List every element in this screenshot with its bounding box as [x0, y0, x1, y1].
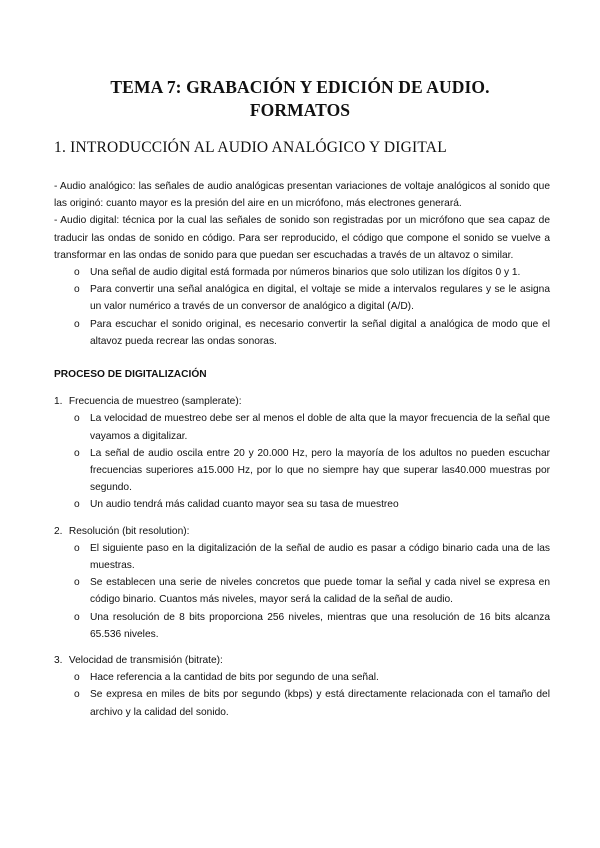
numbered-item-bitrate — [54, 652, 550, 669]
paragraph-analog-audio: - Audio analógico: las señales de audio analógicas presentan variaciones de voltaje analógicos al sonido que las originó: cuanto mayor es la presión del aire en un micrófono, más electrones generará. — [54, 181, 550, 210]
item-number: 1. — [54, 396, 63, 408]
resolution-bullet-list — [54, 540, 550, 643]
bitrate-bullet-list — [54, 669, 550, 721]
numbered-item-resolution — [54, 523, 550, 540]
intro-bullet-list — [54, 264, 550, 350]
list-item: o Una resolución de 8 bits proporciona 256 niveles, mientras que una resolución de 16 bits alcanza 65.536 niveles. — [54, 609, 550, 643]
list-item: o El siguiente paso en la digitalización de la señal de audio es pasar a código binario cada una de las muestras. — [54, 540, 550, 574]
section-heading-introduction: 1. INTRODUCCIÓN AL AUDIO ANALÓGICO Y DIGITAL — [54, 139, 447, 156]
list-item: o Hace referencia a la cantidad de bits por segundo de una señal. — [54, 669, 550, 686]
document-title-line-1: TEMA 7: GRABACIÓN Y EDICIÓN DE AUDIO. — [110, 77, 490, 97]
item-label: Velocidad de transmisión (bitrate): — [68, 655, 223, 667]
list-item: o Para escuchar el sonido original, es necesario convertir la señal digital a analógica de modo que el altavoz pueda recrear las ondas sonoras. — [54, 316, 550, 350]
list-item: o Un audio tendrá más calidad cuanto mayor sea su tasa de muestreo — [54, 496, 550, 513]
list-item: o Se establecen una serie de niveles concretos que puede tomar la señal y cada nivel se expresa en código binario. Cuantos más niveles, mayor será la calidad de la señal de audio. — [54, 574, 550, 608]
list-item: o La velocidad de muestreo debe ser al menos el doble de alta que la mayor frecuencia de la señal que vayamos a digitalizar. — [54, 410, 550, 444]
item-number: 2. — [54, 525, 63, 537]
spacer — [54, 643, 550, 652]
list-item: o La señal de audio oscila entre 20 y 20.000 Hz, pero la mayoría de los adultos no pueden escuchar frecuencias superiores a15.000 Hz, por lo que no siempre hay que superar las40.000 muestras por segundo. — [54, 445, 550, 497]
spacer — [54, 514, 550, 523]
list-item: o Una señal de audio digital está formada por números binarios que solo utilizan los dígitos 0 y 1. — [54, 264, 550, 281]
subheading-digitization-process: PROCESO DE DIGITALIZACIÓN — [54, 369, 207, 381]
document-body — [54, 178, 550, 721]
list-item: o Se expresa en miles de bits por segundo (kbps) y está directamente relacionada con el tamaño del archivo y la calidad del sonido. — [54, 686, 550, 720]
paragraph-digital-audio: - Audio digital: técnica por la cual las señales de sonido son registradas por un micrófono que sea capaz de traducir las ondas de sonido en código. Para ser reproducido, el código que compone el sonido se vuelve a transformar en las ondas de sonido para que puedan ser escuchadas a través de un altavoz o similar. — [54, 215, 550, 261]
numbered-item-sample-rate — [54, 393, 550, 410]
list-item: o Para convertir una señal analógica en digital, el voltaje se mide a intervalos regulares y se le asigna un valor numérico a través de un conversor de analógico a digital (A/D). — [54, 281, 550, 315]
item-number: 3. — [54, 655, 63, 667]
sample-rate-bullet-list — [54, 410, 550, 513]
item-label: Resolución (bit resolution): — [68, 525, 190, 537]
item-label: Frecuencia de muestreo (samplerate): — [68, 396, 242, 408]
document-title-line-2: FORMATOS — [249, 100, 351, 120]
